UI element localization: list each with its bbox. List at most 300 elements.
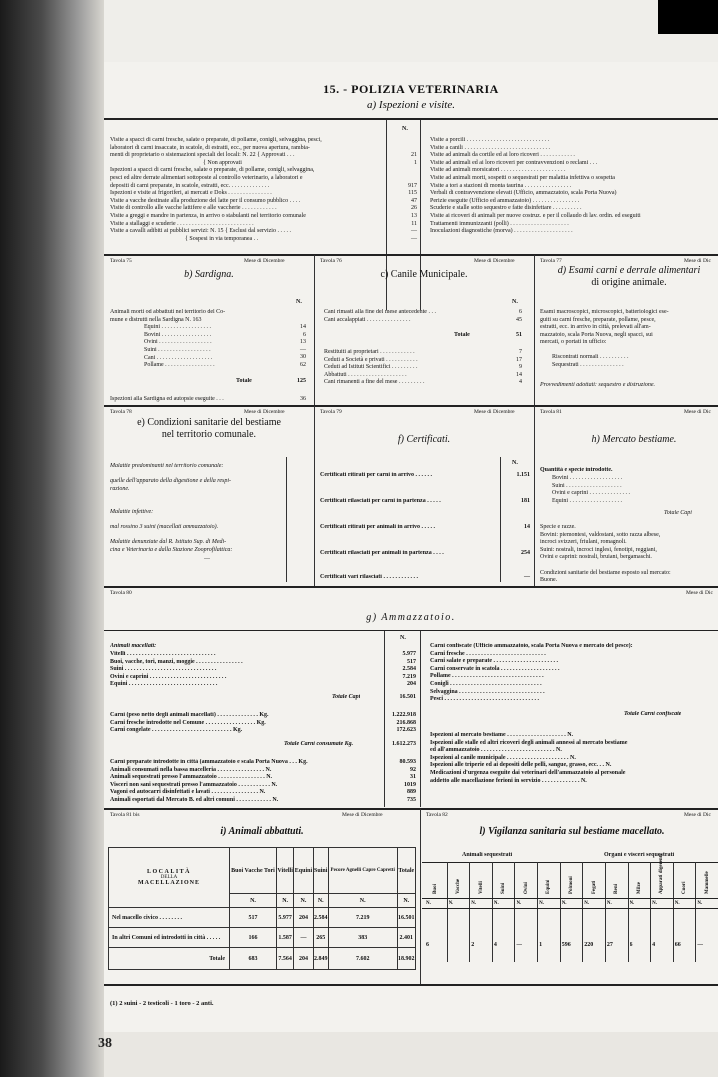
list-item: 47 [411, 197, 417, 204]
n-label: N. [426, 901, 431, 906]
list-item: guiti su carni fresche, preparate, pollame, pesce, [540, 316, 656, 323]
total-cell: 7.564 [277, 948, 294, 970]
tavola-label: Tavola 78 [110, 409, 132, 415]
list-item: menti di proprietario o sistemazioni speciali dei locali: N. 22 { Approvati . . . [110, 152, 295, 159]
certificati-col-header: N. [512, 460, 518, 466]
scan-corner-shadow [658, 0, 718, 34]
vigilanza-column-header: Polmoni [569, 876, 574, 894]
list-item: Carni salate e preparate . . . . . . . . . . . . . . . . . . . . . . [430, 658, 559, 665]
n-label: N. [471, 901, 477, 906]
list-item: 735 [407, 796, 416, 803]
list-item: Trattamenti immunizzanti (polli) . . . . . . . . . . . . . . . . . . . . [430, 220, 569, 227]
certificati-row-value: 254 [521, 550, 530, 556]
list-item: 13 [411, 212, 417, 219]
vigilanza-group-organi: Organi e visceri sequestrati [604, 852, 675, 858]
list-item: Animali consumati nella bassa macelleria . . . . . . . . . . . . . . . . N. [110, 766, 272, 773]
list-item: Scuderie e stalle sotto sequestro e fatte disinfettare . . . . . . . . . . [430, 205, 582, 212]
list-item: 1019 [404, 781, 416, 788]
column-rule [673, 862, 674, 962]
della-label: DELLA [160, 875, 178, 880]
vigilanza-column-header: Vacche [455, 878, 461, 894]
list-item: Ovini . . . . . . . . . . . . . . . . . . [144, 339, 212, 346]
list-item: 115 [408, 190, 417, 197]
n-label: N. [584, 901, 590, 906]
n-label: N. [493, 901, 499, 906]
list-item: { Non approvati [110, 159, 242, 166]
ammazzatoio-values [384, 651, 416, 689]
n-label: N. [674, 901, 680, 906]
list-item [110, 501, 310, 509]
list-item: incroci svizzeri, friulani, romagnoli. [540, 539, 627, 546]
list-item: Visite a greggi e mandre in partenza, in arrivo o stabulanti nel territorio comunale [110, 212, 306, 219]
rule [104, 118, 718, 120]
list-item: Animali esportati dal Mercato B. ed altri comuni . . . . . . . . . . . . N. [110, 796, 279, 803]
list-item: 7.219 [402, 673, 416, 680]
ammazzatoio-totale-capi-value: 16.501 [399, 694, 416, 700]
list-item: 1.222.918 [392, 712, 416, 718]
vigilanza-column-header: Cuori [682, 881, 688, 894]
list-item: Carni fresche . . . . . . . . . . . . . . . . . . . . . . . . . . . [430, 650, 546, 657]
ammazzatoio-right-list-2 [430, 732, 718, 785]
vigilanza-value: 4 [652, 942, 656, 948]
list-item: 14 [300, 324, 306, 330]
page-title: 15. - POLIZIA VETERINARIA [323, 82, 499, 96]
ammazzatoio-right-totale: Totale Carni confiscate [624, 711, 682, 717]
list-item [110, 516, 310, 524]
sardegna-autopsie-value: 36 [300, 396, 306, 402]
column-rule [582, 862, 583, 962]
list-item: 917 [408, 182, 417, 189]
list-item: Ovini e caprini . . . . . . . . . . . . . . . . . . . . . . . . . . [110, 673, 227, 680]
esami-sequestrati: Sequestrati . . . . . . . . . . . . . . . [552, 362, 624, 368]
list-item: Verbali di contravvenzione elevati (Ufficio, ammazzatoio, scala Porta Nuova) [430, 190, 617, 197]
list-item: 80.593 [399, 759, 416, 765]
sardegna-total: 125 [297, 378, 306, 384]
list-item: Visite ad animali da cortile ed ai loro ricoveri . . . . . . . . . . . . [430, 152, 575, 159]
vigilanza-column-header: Ovini [523, 882, 529, 894]
vigilanza-value: 2 [471, 942, 475, 948]
total-cell: 18.902 [397, 948, 415, 970]
vigilanza-value: — [697, 942, 704, 948]
abbattuti-header: Pecore Agnelli Capre Capretti [328, 848, 397, 894]
mese-label: Mese di Dicembre [342, 812, 383, 818]
list-item: — [411, 235, 417, 242]
list-item [392, 145, 417, 153]
list-item: 92 [410, 766, 416, 773]
certificati-row-label: Certificati vari rilasciati . . . . . . . . . . . . [320, 574, 418, 580]
list-item: depositi di carni preparate, in scatole, estratti, ecc. . . . . . . . . . . . . . [110, 182, 270, 189]
total-cell: 7.602 [328, 948, 397, 970]
n-label: N. [561, 901, 567, 906]
tavola-label: Tavola 81 [540, 409, 562, 415]
scan-top-margin [0, 0, 718, 62]
list-item: Pesci . . . . . . . . . . . . . . . . . . . . . . . . . . . . . . . . [430, 696, 539, 703]
list-item: Ispezioni e visite ai frigoriferi, ai mercati e Doks . . . . . . . . . . . . . . . [110, 190, 272, 197]
list-item [110, 493, 310, 501]
vigilanza-column-header: Equini [546, 879, 552, 894]
table-cell: 2.584 [313, 908, 328, 928]
list-item: mal rossino 3 suini (macellati ammazzatoio). [110, 523, 219, 530]
list-item: Vagoni ed autocarri disinfettati e lavati . . . . . . . . . . . . . . . . N. [110, 789, 266, 796]
list-item: Visite a stallaggi e scuderie . . . . . . . . . . . . . . . . . . . . . . . . . . [110, 220, 254, 227]
list-item: Suini: nostrali, incroci inglesi, fenotipi, reggiani, [540, 546, 657, 553]
tavola-label: Tavola 81 bis [110, 812, 140, 818]
list-item: Bovini . . . . . . . . . . . . . . . . . . [552, 475, 623, 481]
list-item: Ceduti a Società e privati . . . . . . . . . . . [324, 356, 418, 363]
mercato-quantita: Quantità e specie introdotte. [540, 467, 613, 473]
vigilanza-value: 1 [539, 942, 543, 948]
mese-label: Mese di Dicembre [244, 258, 285, 264]
column-rule [492, 862, 493, 962]
list-item: Perizie eseguite (Ufficio ed ammazzatoio) . . . . . . . . . . . . . . . . [430, 197, 580, 204]
certificati-row-value: 181 [521, 498, 530, 504]
list-item: 9 [519, 364, 522, 371]
list-item [392, 175, 417, 183]
sardegna-autopsie: Ispezioni alla Sardigna ed autopsie eseguite . . . [110, 396, 224, 402]
column-rule [560, 862, 561, 962]
table-cell: 16.501 [397, 908, 415, 928]
scan-bottom-margin [104, 1032, 718, 1077]
vigilanza-value: 27 [606, 942, 613, 948]
list-item: Esami macroscopici, microscopici, batteriologici ese- [540, 309, 669, 315]
sardegna-values [276, 324, 306, 370]
ammazzatoio-totale-capi: Totale Capi [332, 694, 361, 700]
list-item: Restituiti ai proprietari . . . . . . . . . . . . [324, 349, 415, 355]
abbattuti-table [108, 847, 416, 970]
ispezioni-right-list [430, 137, 718, 236]
vigilanza-value: 6 [426, 942, 429, 948]
sardegna-total-label: Totale [236, 378, 252, 384]
ammazzatoio-col-header: N. [400, 635, 406, 641]
list-item: Suini . . . . . . . . . . . . . . . . . . [144, 346, 211, 353]
mercato-list [552, 475, 718, 505]
table-cell: 5.977 [277, 908, 294, 928]
vigilanza-column-header: Buoi [433, 883, 439, 894]
table-cell: 265 [313, 928, 328, 948]
table-cell: 383 [328, 928, 397, 948]
list-item: Buoi, vacche, tori, manzi, moggie . . . . . . . . . . . . . . . . [110, 658, 243, 665]
mese-label: Mese di Dicembre [474, 258, 515, 264]
list-item: Bovini: piemontesi, valdostani, sotto razza albese, [540, 531, 661, 538]
canile-values-2 [492, 349, 522, 387]
table-cell: 2.401 [397, 928, 415, 948]
column-rule [514, 862, 515, 962]
n-label: N. [629, 901, 635, 906]
document-page [104, 62, 718, 1032]
list-item [110, 471, 310, 479]
list-item: Carni fresche introdotte nel Comune . . . . . . . . . . . . . . . . . Kg. [110, 719, 266, 726]
list-item: 5.977 [402, 651, 416, 657]
vigilanza-column-header: Mammelle [704, 871, 710, 894]
list-item: Selvaggina . . . . . . . . . . . . . . . . . . . . . . . . . . . . . [430, 688, 545, 695]
list-item [540, 562, 718, 570]
list-item: ed all'ammazzatoio . . . . . . . . . . . . . . . . . . . . . . . . . N. [430, 747, 562, 754]
list-item: mune e distrutti nella Sardigna N. 163 [110, 316, 202, 323]
canile-list [324, 309, 504, 324]
n-label: N. [230, 894, 277, 908]
column-rule [650, 862, 651, 962]
list-item: 172.623 [396, 727, 416, 734]
certificati-row-value: — [524, 574, 530, 580]
footnote: (1) 2 suini - 2 testicoli - 1 toro - 2 anti. [110, 1000, 214, 1007]
rule [104, 630, 718, 631]
column-rule [534, 406, 535, 586]
table-cell: 166 [230, 928, 277, 948]
list-item: 31 [410, 774, 416, 781]
list-item: 17 [516, 356, 522, 363]
rule [104, 254, 718, 256]
list-item: Cani accalappiati . . . . . . . . . . . . . . . [324, 316, 411, 323]
list-item: Ispezioni a spacci di carni fresche, salate o preparate, di pollame, conigli, selvaggina, [110, 167, 315, 174]
list-item: Carni preparate introdotte in città (ammazzatoio e scala Porta Nuova . . . Kg. [110, 759, 308, 765]
canile-list-2 [324, 349, 504, 387]
n-label: N. [313, 894, 328, 908]
mese-label: Mese di Dicembre [244, 409, 285, 415]
list-item: 7 [519, 349, 522, 355]
list-item: Cani rimasti alla fine del mese antecedente . . . [324, 309, 436, 315]
n-label: N. [294, 894, 313, 908]
abbattuti-localita-header [109, 848, 230, 908]
list-item: Visite a porcili . . . . . . . . . . . . . . . . . . . . . . . . . . . . [430, 137, 550, 143]
table-row-label: In altri Comuni ed introdotti in città . . . . . [109, 928, 230, 948]
list-item: Vitelli . . . . . . . . . . . . . . . . . . . . . . . . . . . . . . [110, 651, 216, 657]
vigilanza-column-header: Vitelli [478, 881, 484, 894]
list-item: Bovini . . . . . . . . . . . . . . . . . [144, 331, 212, 338]
section-l-title: l) Vigilanza sanitaria sul bestiame macellato. [479, 826, 665, 837]
n-label: N. [652, 901, 658, 906]
vigilanza-value: 220 [584, 942, 594, 948]
column-rule [628, 862, 629, 962]
list-item: razione. [110, 485, 130, 492]
ammazzatoio-intro: Animali macellati: [110, 643, 157, 649]
section-i-title: i) Animali abbattuti. [220, 826, 304, 837]
section-c-title: c) Canile Municipale. [380, 269, 468, 280]
list-item: Pollame . . . . . . . . . . . . . . . . . [144, 362, 215, 369]
list-item: Ispezioni alle stalle ed altri ricoveri degli animali annessi al mercato bestiame [430, 739, 628, 746]
vigilanza-column-header: Fegati [591, 880, 597, 894]
list-item: Ovini e caprini . . . . . . . . . . . . . . [552, 490, 630, 497]
localita-label: LOCALITÀ [146, 869, 191, 875]
condizioni-dash: — [204, 556, 210, 562]
vigilanza-column-header: Milze [636, 882, 642, 894]
list-item: Condizioni sanitarie del bestiame esposto sul mercato: [540, 569, 671, 576]
abbattuti-header: Suini [313, 848, 328, 894]
section-f-title: f) Certificati. [397, 434, 451, 445]
section-a-title: a) Ispezioni e visite. [367, 99, 455, 111]
tavola-label: Tavola 77 [540, 258, 562, 264]
list-item: pesci ed altre derrate alimentari sottoposte al controllo veterinario, a laboratori e [110, 174, 303, 181]
mese-label: Mese di Dic [684, 258, 711, 264]
ammazzatoio-values-2 [384, 712, 416, 735]
rule [104, 984, 718, 986]
list-item: laboratori di carni insaccate, in scatole, di estratti, ecc., per nuova apertura, rambia- [110, 144, 310, 151]
list-item: 204 [407, 681, 416, 688]
n-label: N. [516, 901, 522, 906]
certificati-row-label: Certificati rilasciati per animali in partenza . . . . [320, 550, 444, 556]
sardegna-col-header: N. [296, 299, 302, 305]
list-item: 11 [411, 220, 417, 227]
esami-text [540, 309, 718, 347]
list-item: 6 [519, 309, 522, 315]
tavola-label: Tavola 75 [110, 258, 132, 264]
abbattuti-header: Vitelli [277, 848, 294, 894]
list-item: Pollame . . . . . . . . . . . . . . . . . . . . . . . . . . . . . . . [430, 673, 544, 680]
abbattuti-header: Totale [397, 848, 415, 894]
table-cell: 7.219 [328, 908, 397, 928]
mese-label: Mese di Dic [686, 590, 713, 596]
section-d-subtitle: di origine animale. [591, 277, 667, 288]
total-cell: 683 [230, 948, 277, 970]
abbattuti-header: Buoi Vacche Tori [230, 848, 277, 894]
vigilanza-value: — [516, 942, 523, 948]
ammazzatoio-values-3 [384, 759, 416, 805]
list-item: Ceduti ad Istituti Scientifici . . . . . . . . . [324, 364, 418, 371]
n-label: N. [448, 901, 454, 906]
list-item: Ispezioni al mercato bestiame . . . . . . . . . . . . . . . . . . . . N. [430, 732, 574, 738]
mese-label: Mese di Dic [684, 812, 711, 818]
list-item: — [411, 228, 417, 235]
vigilanza-value: 66 [674, 942, 681, 948]
certificati-row-label: Certificati rilasciati per carni in partenza . . . . . [320, 498, 441, 504]
rule [104, 405, 718, 407]
list-item: Visite a vacche destinate alla produzione del latte per il consumo pubblico . . . . [110, 197, 301, 204]
abbattuti-header: Equini [294, 848, 313, 894]
list-item: Abbattuti . . . . . . . . . . . . . . . . . . . . [324, 371, 407, 378]
mese-label: Mese di Dic [684, 409, 711, 415]
list-item: 6 [303, 331, 306, 338]
tavola-label: Tavola 79 [320, 409, 342, 415]
ammazzatoio-list-3 [110, 759, 390, 805]
condizioni-text [110, 463, 310, 554]
table-cell: 1.587 [277, 928, 294, 948]
tavola-label: Tavola 76 [320, 258, 342, 264]
n-label: N. [539, 901, 544, 906]
list-item: Malattie denunziate dal R. Istituto Sup. di Medi- [110, 538, 227, 545]
ispezioni-left-values [392, 137, 417, 243]
list-item: 14 [516, 371, 522, 378]
list-item: estratti, ecc. in arrivo in città, prelevati all'am- [540, 324, 651, 331]
list-item: Visite di controllo alle vacche lattifere e alle vaccherie . . . . . . . . . . . . [110, 205, 277, 212]
list-item: Inoculazioni diagnostiche (morva) . . . . . . . . . . . . . . . . . . . . [430, 228, 573, 235]
rule [104, 586, 718, 588]
list-item: mercati, o portati in ufficio: [540, 339, 607, 346]
column-rule [447, 862, 448, 962]
sardegna-list [110, 309, 290, 370]
list-item: 216.868 [396, 719, 416, 726]
list-item: Malattie infettive: [110, 508, 154, 515]
ammazzatoio-totale-carni-value: 1.612.273 [392, 741, 416, 747]
list-item: addetto alle macellazione ferioni in servizio . . . . . . . . . . . . . N. [430, 777, 587, 784]
list-item: Visceri non sani sequestrati presso l'ammazzatoio . . . . . . . . . . . N. [110, 781, 278, 788]
certificati-row-value: 14 [524, 524, 530, 530]
list-item: 45 [516, 316, 522, 323]
list-item: Equini . . . . . . . . . . . . . . . . . . [552, 497, 622, 504]
canile-values [492, 309, 522, 324]
section-d-title: d) Esami carni e derrale alimentari [557, 265, 701, 276]
section-h-title: h) Mercato bestiame. [591, 434, 677, 445]
tavola-label: Tavola 82 [426, 812, 448, 818]
list-item: 13 [300, 339, 306, 346]
esami-riscontrati: Riscontrati normali . . . . . . . . . . [552, 354, 629, 360]
list-item: — [300, 346, 306, 353]
list-item: Visite ad animali morsicatori . . . . . . . . . . . . . . . . . . . . . . [430, 167, 566, 174]
column-rule [500, 457, 501, 582]
list-item: Buone. [540, 577, 558, 584]
ammazzatoio-list-2 [110, 712, 390, 735]
mercato-totale: Totale Capi [664, 510, 692, 516]
canile-col-header: N. [512, 299, 518, 305]
list-item: 21 [411, 152, 417, 159]
list-item: Visite ad animali morti, sospetti o sequestrati per malattia infettiva o sospetta [430, 174, 615, 181]
mercato-specie [540, 524, 718, 585]
total-cell: 204 [294, 948, 313, 970]
macellazione-label: MACELLAZIONE [137, 880, 200, 886]
list-item: 517 [407, 658, 416, 665]
list-item: Cani rimanenti a fine del mese . . . . . . . . . [324, 379, 425, 386]
list-item: Carni (peso netto degli animali macellati) . . . . . . . . . . . . . . Kg. [110, 712, 269, 718]
total-label: Totale [109, 948, 230, 970]
ammazzatoio-list [110, 651, 390, 689]
column-rule [605, 862, 606, 962]
list-item: 30 [300, 354, 306, 361]
list-item: { Sospesi in via temporanea . . [110, 235, 259, 242]
column-rule [420, 809, 421, 984]
list-item: Carni confiscate (Ufficio ammazzatoio, scala Porta Nuova e mercato del pesce): [430, 643, 633, 649]
list-item: Visite ai ricoveri di animali per nuove costruz. e per il collaudo di lav. ordin. ed eseguiti [430, 212, 641, 219]
table-cell: — [294, 928, 313, 948]
book-binding-shadow [0, 0, 104, 1077]
list-item: Equini . . . . . . . . . . . . . . . . . . . . . . . . . . . . . . [110, 681, 218, 688]
vigilanza-value: 4 [493, 942, 497, 948]
list-item: 4 [519, 379, 522, 386]
list-item: Visite a canili . . . . . . . . . . . . . . . . . . . . . . . . . . . . . [430, 144, 550, 151]
column-rule [384, 631, 385, 807]
vigilanza-column-header: Reni [614, 884, 620, 894]
list-item: Visite ad animali ed ai loro ricoveri per contravvenzioni o reclami . . . [430, 159, 598, 166]
list-item [110, 531, 310, 539]
list-item: 62 [300, 361, 306, 368]
list-item: Suini . . . . . . . . . . . . . . . . . . . [552, 482, 622, 489]
list-item: Ispezioni alle triperie ed ai depositi delle pelli, sangue, grasso, ecc. . . N. [430, 762, 612, 769]
column-rule [286, 457, 287, 582]
list-item: Visite a tori a stazioni di monta taurina . . . . . . . . . . . . . . . . [430, 182, 572, 189]
n-label: N. [277, 894, 294, 908]
list-item: 1 [414, 159, 417, 166]
list-item: Conigli . . . . . . . . . . . . . . . . . . . . . . . . . . . . . . . [430, 680, 542, 687]
ispezioni-left-list [110, 137, 400, 243]
list-item: cina e Veterinaria e dalla Stazione Zooprofilattica: [110, 546, 233, 553]
list-item: Carni conservate in scatola . . . . . . . . . . . . . . . . . . . . [430, 665, 560, 672]
list-item: Ovini e caprini: nostrali, bruiani, bergamaschi. [540, 554, 652, 561]
list-item: Ispezioni al canile municipale . . . . . . . . . . . . . . . . . . . . . N. [430, 754, 576, 761]
canile-total-label: Totale [454, 332, 470, 338]
column-rule [420, 631, 421, 807]
section-e-title: e) Condizioni sanitarie del bestiame [137, 417, 281, 428]
section-g-title: g) Ammazzatoio. [366, 612, 456, 623]
rule [422, 908, 718, 909]
mese-label: Mese di Dicembre [474, 409, 515, 415]
list-item [392, 137, 417, 145]
vigilanza-group-animali: Animali sequestrati [462, 852, 513, 858]
list-item: 2.584 [402, 666, 416, 673]
total-cell: 2.849 [313, 948, 328, 970]
list-item: 889 [407, 789, 416, 796]
list-item: Malattie predominanti nel territorio comunale: [110, 463, 224, 469]
list-item: Suini . . . . . . . . . . . . . . . . . . . . . . . . . . . . . . . [110, 666, 217, 673]
tavola-label: Tavola 80 [110, 590, 132, 596]
page-number: 38 [98, 1036, 112, 1051]
list-item: Carni congelate . . . . . . . . . . . . . . . . . . . . . . . . . . . Kg. [110, 727, 243, 734]
